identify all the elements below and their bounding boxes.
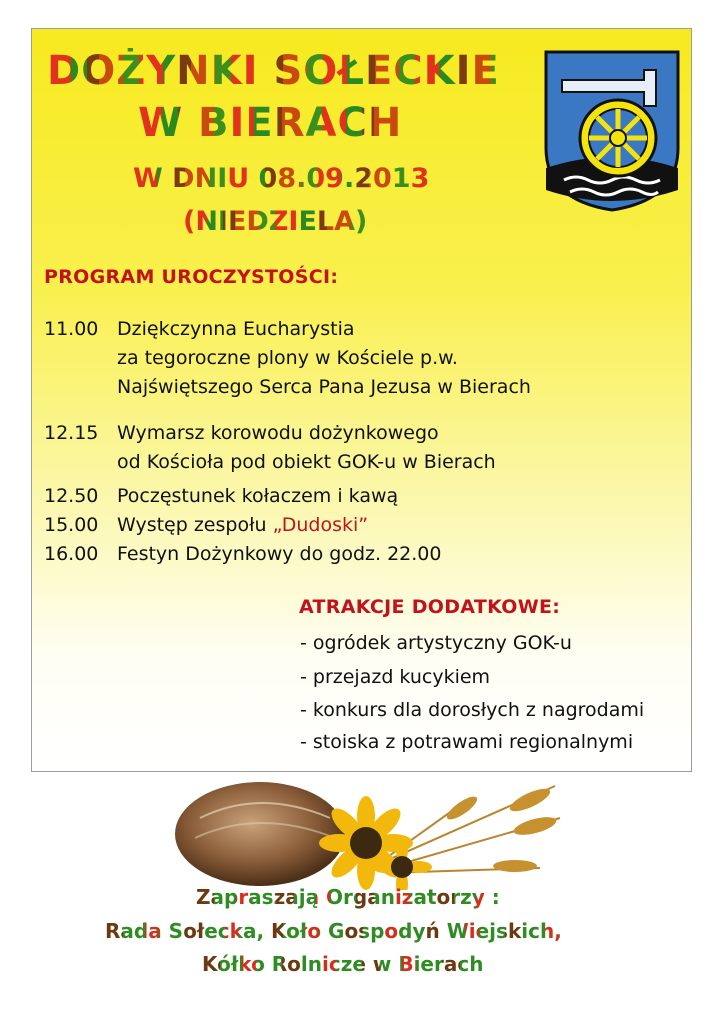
program-desc: Najświętszego Serca Pana Jezusa w Bierach — [117, 376, 531, 398]
invitation-line-3: Kółko Rolnicze w Bierach — [202, 952, 484, 976]
invitation-line-1: Zapraszają Organizatorzy : — [196, 885, 500, 909]
event-date: W DNIU 08.09.2013 — [133, 163, 430, 194]
program-desc — [117, 511, 368, 539]
attractions-heading: ATRAKCJE DODATKOWE: — [299, 596, 561, 618]
program-desc: od Kościoła pod obiekt GOK-u w Bierach — [117, 451, 496, 473]
program-desc: Dziękczynna Eucharystia — [117, 318, 355, 340]
title-line-2: W BIERACH — [138, 100, 403, 146]
coat-of-arms-icon — [544, 50, 680, 212]
program-desc: Festyn Dożynkowy do godz. 22.00 — [117, 543, 442, 565]
program-time: 11.00 — [44, 318, 99, 340]
event-day: (NIEDZIELA) — [183, 206, 368, 237]
program-desc: Wymarsz korowodu dożynkowego — [117, 422, 439, 444]
program-time: 15.00 — [44, 514, 99, 536]
program-time: 12.15 — [44, 422, 99, 444]
program-desc-prefix: Występ zespołu — [117, 514, 273, 536]
program-time: 16.00 — [44, 543, 99, 565]
attraction-item: - przejazd kucykiem — [300, 666, 491, 688]
program-desc: za tegoroczne plony w Kościele p.w. — [117, 347, 458, 369]
program-heading: PROGRAM UROCZYSTOŚCI: — [44, 266, 339, 288]
attraction-item: - konkurs dla dorosłych z nagrodami — [300, 699, 645, 721]
attraction-item: - stoiska z potrawami regionalnymi — [300, 731, 634, 753]
program-desc: Poczęstunek kołaczem i kawą — [117, 485, 399, 507]
attraction-item: - ogródek artystyczny GOK-u — [300, 632, 572, 654]
program-time: 12.50 — [44, 485, 99, 507]
band-name: „Dudoski” — [272, 514, 369, 536]
bread-sunflowers-image — [170, 778, 570, 890]
invitation-line-2: Rada Sołecka, Koło Gospodyń Wiejskich, — [105, 919, 562, 943]
title-line-1: DOŻYNKI SOŁECKIE — [47, 48, 500, 94]
